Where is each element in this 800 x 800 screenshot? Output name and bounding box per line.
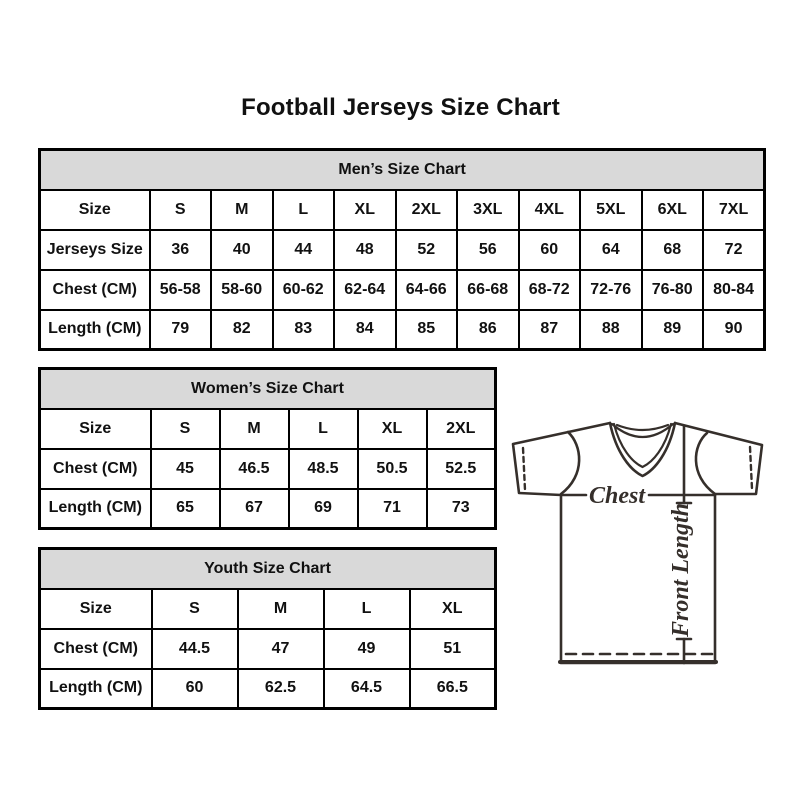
value-cell: XL <box>358 409 427 449</box>
value-cell: 80-84 <box>703 270 765 310</box>
value-cell: 49 <box>324 629 410 669</box>
value-cell: 68-72 <box>519 270 581 310</box>
value-cell: 64 <box>580 230 642 270</box>
row-label-cell: Chest (CM) <box>40 449 151 489</box>
value-cell: 2XL <box>396 190 458 230</box>
row-label-cell: Length (CM) <box>40 489 151 529</box>
value-cell: 66.5 <box>410 669 496 709</box>
value-cell: 3XL <box>457 190 519 230</box>
table-row <box>40 589 496 629</box>
jersey-diagram-svg <box>500 400 780 680</box>
value-cell: 71 <box>358 489 427 529</box>
value-cell: 44.5 <box>152 629 238 669</box>
row-label-cell: Chest (CM) <box>40 270 150 310</box>
value-cell: 72 <box>703 230 765 270</box>
left-armhole-seam <box>561 432 579 494</box>
value-cell: 7XL <box>703 190 765 230</box>
value-cell: S <box>152 589 238 629</box>
value-cell: 76-80 <box>642 270 704 310</box>
value-cell: 62-64 <box>334 270 396 310</box>
row-label-cell: Chest (CM) <box>40 629 152 669</box>
value-cell: 47 <box>238 629 324 669</box>
row-label-cell: Size <box>40 190 150 230</box>
table-row <box>40 190 765 230</box>
table-title: Men’s Size Chart <box>40 150 765 190</box>
value-cell: 82 <box>211 310 273 350</box>
value-cell: L <box>273 190 335 230</box>
chest-label: Chest <box>588 483 646 509</box>
table-row <box>40 669 496 709</box>
page-title: Football Jerseys Size Chart <box>241 94 560 121</box>
value-cell: L <box>324 589 410 629</box>
value-cell: 84 <box>334 310 396 350</box>
table-row <box>40 230 765 270</box>
value-cell: 60-62 <box>273 270 335 310</box>
right-cuff-stitch-dashes <box>750 447 752 489</box>
value-cell: 66-68 <box>457 270 519 310</box>
value-cell: 56 <box>457 230 519 270</box>
value-cell: M <box>220 409 289 449</box>
jersey-outline <box>513 423 762 663</box>
row-label-cell: Size <box>40 409 151 449</box>
value-cell: L <box>289 409 358 449</box>
value-cell: 40 <box>211 230 273 270</box>
value-cell: 62.5 <box>238 669 324 709</box>
youth-size-chart-table <box>38 547 497 710</box>
table-row <box>40 270 765 310</box>
value-cell: 60 <box>152 669 238 709</box>
table-title-row <box>40 369 496 409</box>
table-row <box>40 409 496 449</box>
value-cell: 4XL <box>519 190 581 230</box>
table-title-row <box>40 150 765 190</box>
value-cell: 83 <box>273 310 335 350</box>
value-cell: 73 <box>427 489 496 529</box>
value-cell: 65 <box>151 489 220 529</box>
value-cell: 46.5 <box>220 449 289 489</box>
table-title: Women’s Size Chart <box>40 369 496 409</box>
womens-size-chart-table <box>38 367 497 530</box>
value-cell: 85 <box>396 310 458 350</box>
value-cell: M <box>238 589 324 629</box>
row-label-cell: Length (CM) <box>40 669 152 709</box>
value-cell: 79 <box>150 310 212 350</box>
value-cell: 87 <box>519 310 581 350</box>
value-cell: 56-58 <box>150 270 212 310</box>
right-armhole-seam <box>696 433 715 494</box>
value-cell: 64-66 <box>396 270 458 310</box>
front-length-label: Front Length <box>668 502 694 638</box>
collar-back-arc-inner <box>617 425 668 430</box>
value-cell: M <box>211 190 273 230</box>
value-cell: 68 <box>642 230 704 270</box>
value-cell: S <box>151 409 220 449</box>
table-row <box>40 489 496 529</box>
jersey-measurement-diagram <box>500 400 780 680</box>
value-cell: 51 <box>410 629 496 669</box>
value-cell: XL <box>410 589 496 629</box>
table-row <box>40 310 765 350</box>
row-label-cell: Length (CM) <box>40 310 150 350</box>
row-label-cell: Size <box>40 589 152 629</box>
value-cell: 45 <box>151 449 220 489</box>
value-cell: 52.5 <box>427 449 496 489</box>
value-cell: 72-76 <box>580 270 642 310</box>
value-cell: 50.5 <box>358 449 427 489</box>
value-cell: 90 <box>703 310 765 350</box>
row-label-cell: Jerseys Size <box>40 230 150 270</box>
value-cell: 64.5 <box>324 669 410 709</box>
value-cell: XL <box>334 190 396 230</box>
value-cell: 88 <box>580 310 642 350</box>
value-cell: 69 <box>289 489 358 529</box>
mens-size-chart-table <box>38 148 766 351</box>
value-cell: 36 <box>150 230 212 270</box>
value-cell: S <box>150 190 212 230</box>
value-cell: 48 <box>334 230 396 270</box>
table-title: Youth Size Chart <box>40 549 496 589</box>
table-row <box>40 449 496 489</box>
table-title-row <box>40 549 496 589</box>
value-cell: 60 <box>519 230 581 270</box>
value-cell: 2XL <box>427 409 496 449</box>
value-cell: 6XL <box>642 190 704 230</box>
left-cuff-stitch-dashes <box>523 448 525 490</box>
value-cell: 86 <box>457 310 519 350</box>
table-row <box>40 629 496 669</box>
value-cell: 52 <box>396 230 458 270</box>
value-cell: 44 <box>273 230 335 270</box>
value-cell: 89 <box>642 310 704 350</box>
value-cell: 48.5 <box>289 449 358 489</box>
value-cell: 5XL <box>580 190 642 230</box>
value-cell: 58-60 <box>211 270 273 310</box>
value-cell: 67 <box>220 489 289 529</box>
